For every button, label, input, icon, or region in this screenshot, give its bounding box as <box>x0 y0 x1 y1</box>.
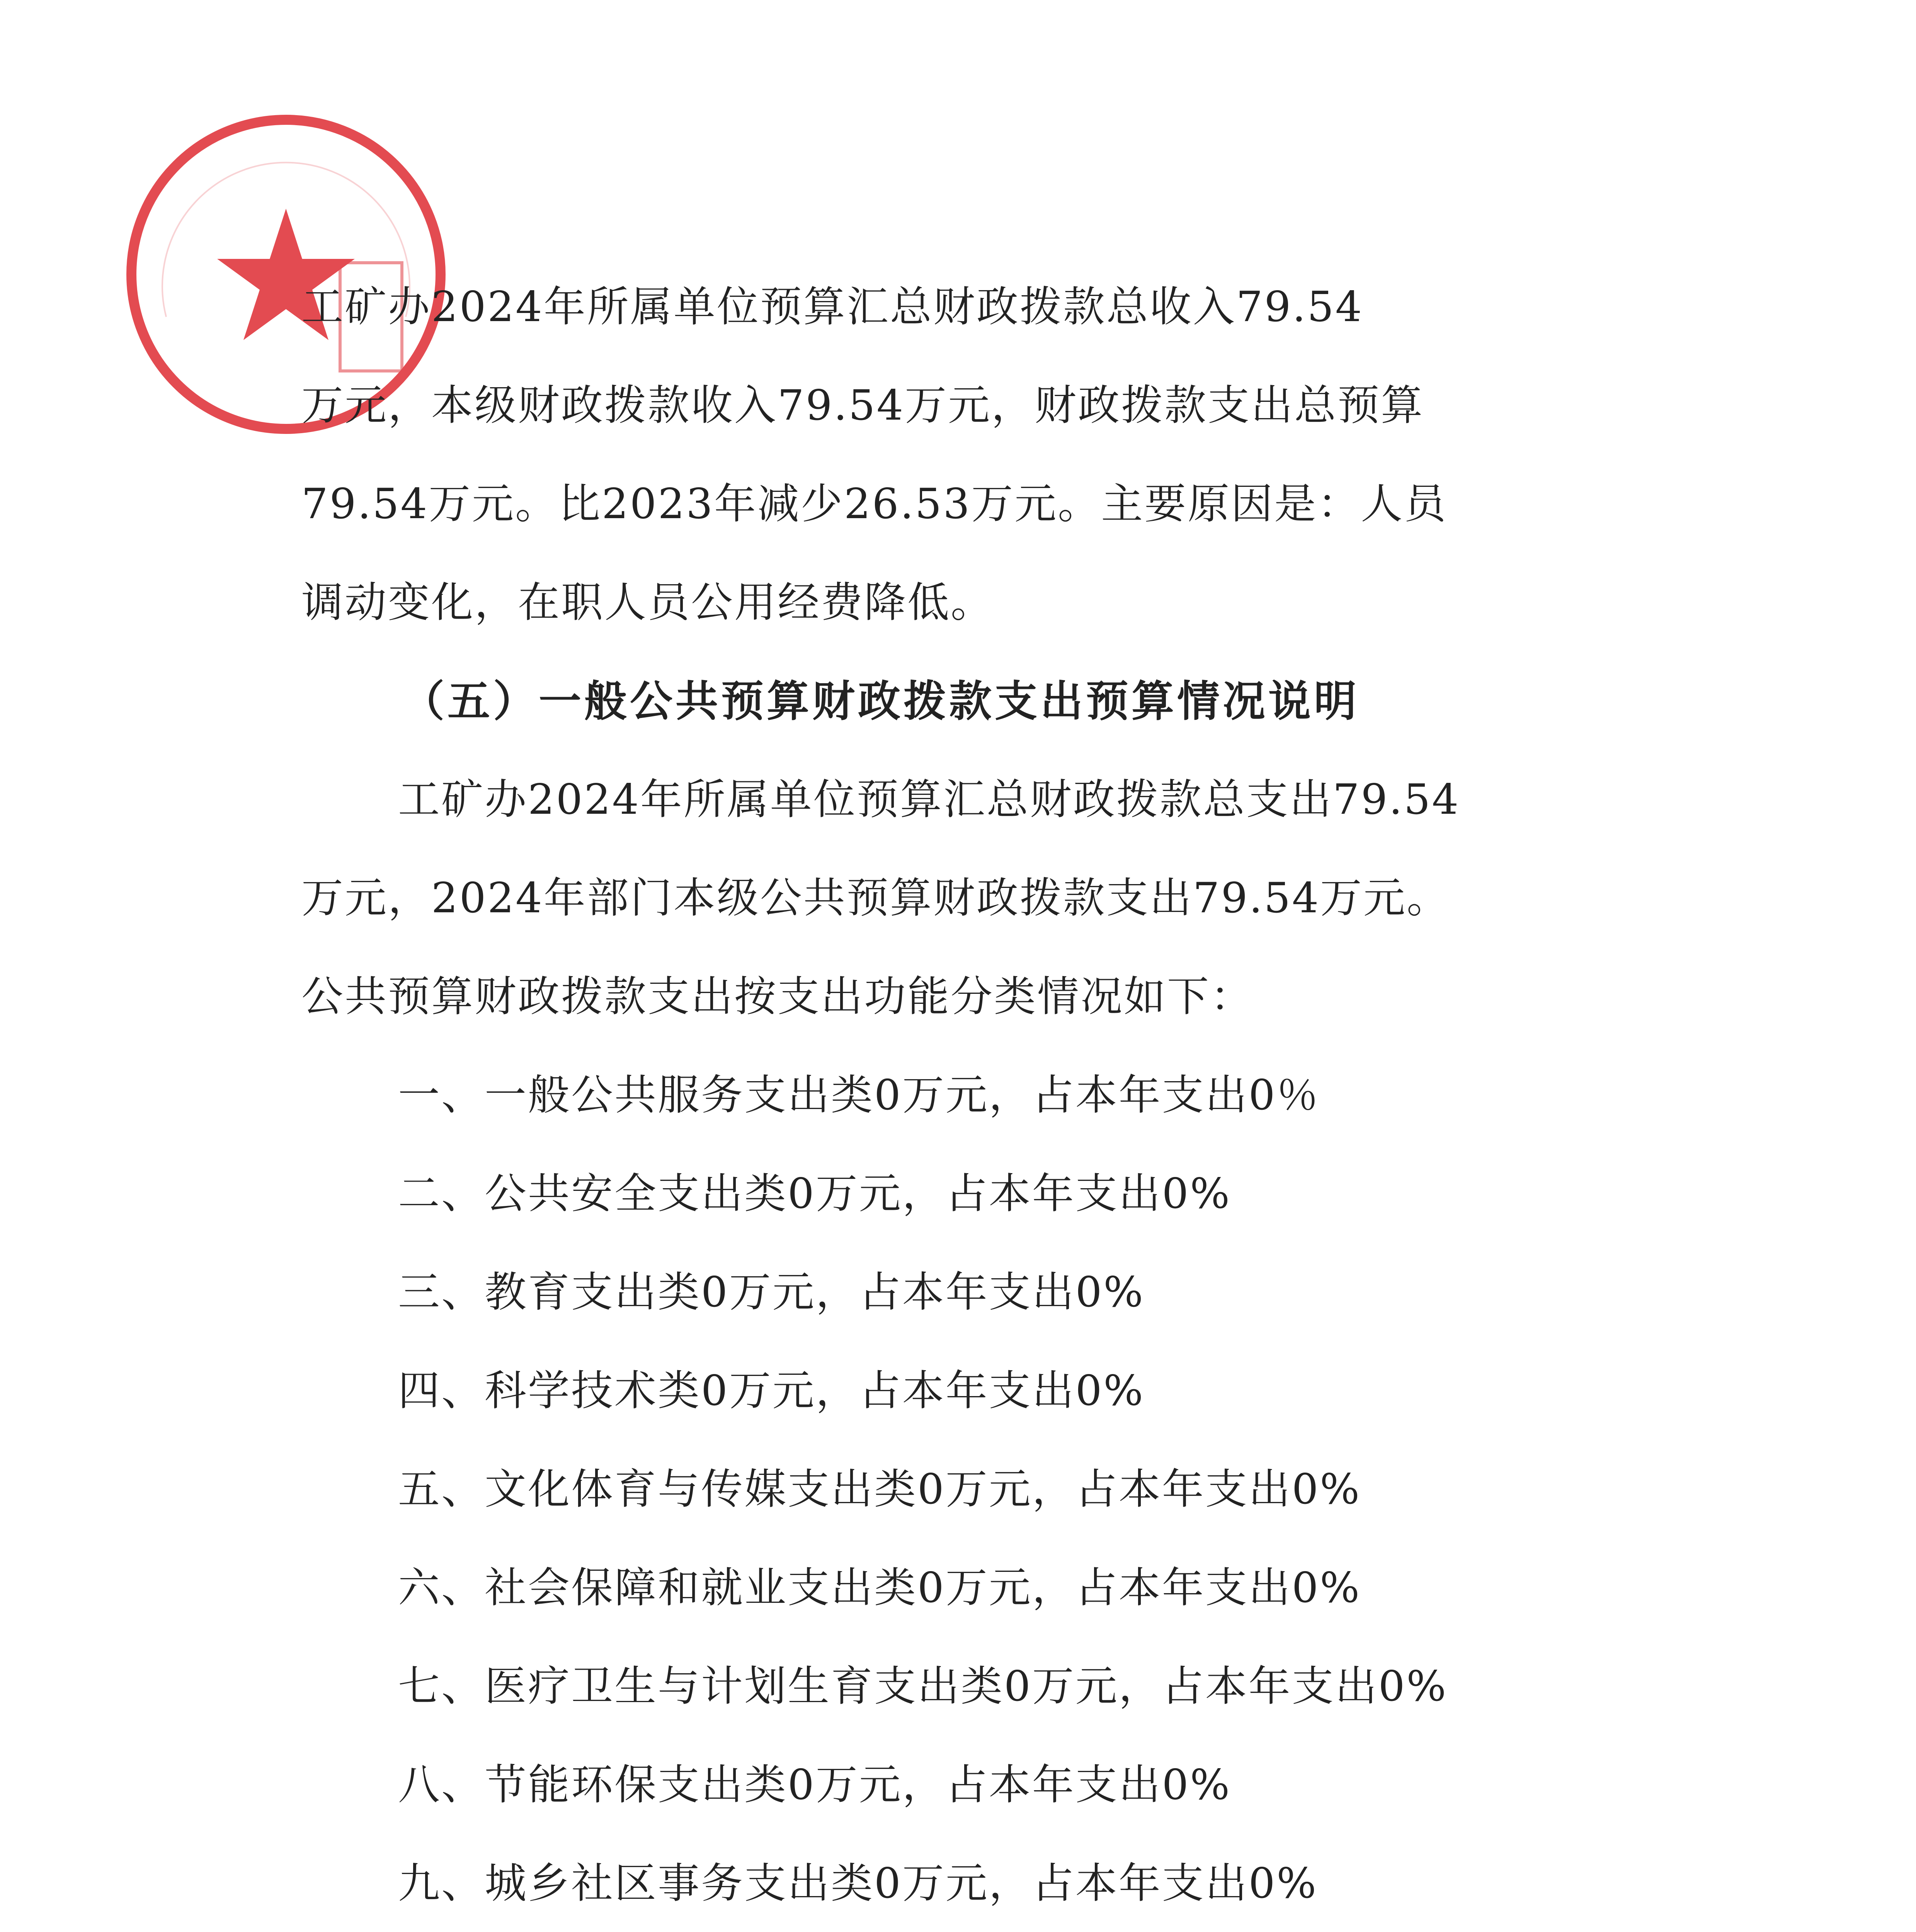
section-5-para-line-1: 工矿办2024年所属单位预算汇总财政拨款总支出79.54 <box>398 776 1460 824</box>
intro-line-3: 79.54万元。比2023年减少26.53万元。主要原因是：人员 <box>301 480 1448 528</box>
list-item: 七、医疗卫生与计划生育支出类0万元，占本年支出0% <box>398 1662 1448 1711</box>
list-item: 一、一般公共服务支出类0万元，占本年支出0％ <box>398 1071 1320 1119</box>
section-5-heading: （五）一般公共预算财政拨款支出预算情况说明 <box>402 676 1360 726</box>
list-item: 八、节能环保支出类0万元，占本年支出0% <box>398 1761 1232 1809</box>
list-item: 五、文化体育与传媒支出类0万元，占本年支出0% <box>398 1465 1361 1514</box>
list-item: 九、城乡社区事务支出类0万元，占本年支出0% <box>398 1859 1318 1908</box>
intro-line-4: 调动变化，在职人员公用经费降低。 <box>301 578 994 627</box>
list-item: 六、社会保障和就业支出类0万元，占本年支出0% <box>398 1564 1361 1612</box>
list-item: 四、科学技术类0万元，占本年支出0% <box>398 1367 1145 1415</box>
section-5-para-line-3: 公共预算财政拨款支出按支出功能分类情况如下： <box>301 973 1254 1021</box>
intro-line-2: 万元，本级财政拨款收入79.54万元，财政拨款支出总预算 <box>301 381 1424 430</box>
intro-line-1: 工矿办2024年所属单位预算汇总财政拨款总收入79.54 <box>301 283 1364 331</box>
section-5-para-line-2: 万元，2024年部门本级公共预算财政拨款支出79.54万元。 <box>301 874 1450 922</box>
list-item: 三、教育支出类0万元，占本年支出0% <box>398 1268 1145 1316</box>
list-item: 二、公共安全支出类0万元，占本年支出0% <box>398 1170 1232 1218</box>
